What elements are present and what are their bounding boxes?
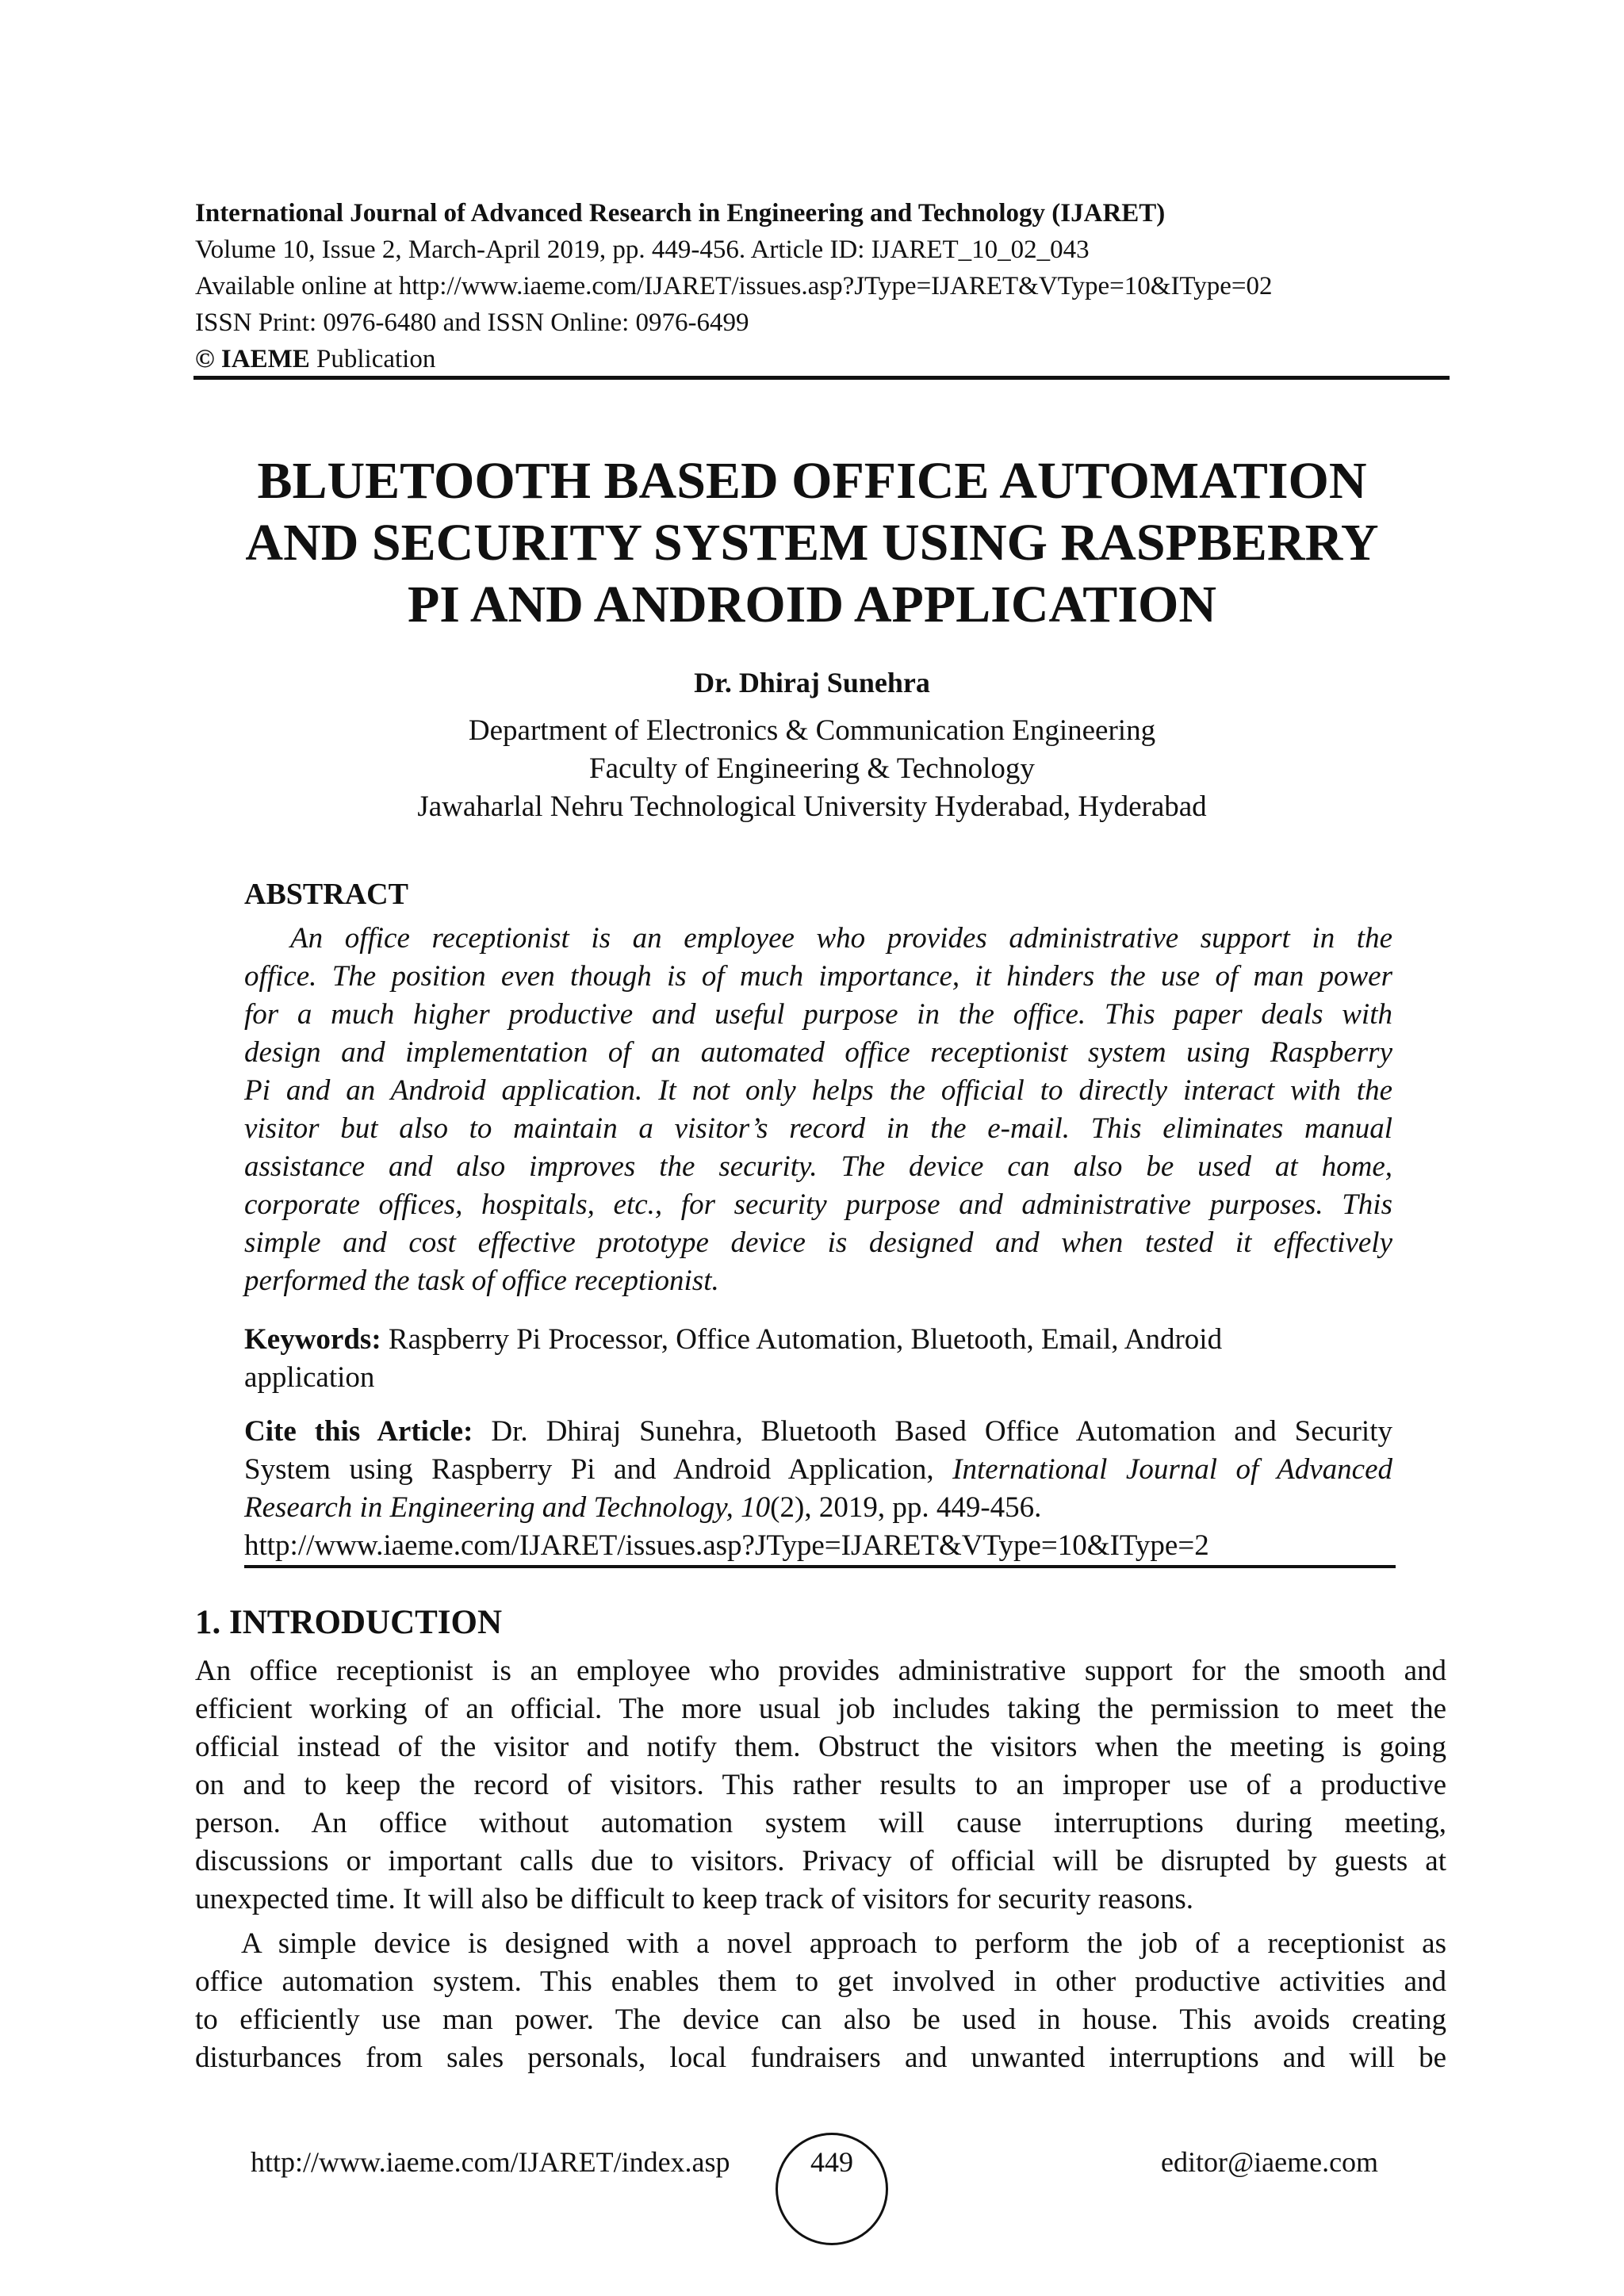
abstract-line: visitor but also to maintain a visitor’s record in the e-mail. This eliminates manual <box>244 1112 1392 1145</box>
intro-line: office automation system. This enables them to get involved in other productive activities and <box>195 1965 1446 1998</box>
footer-url[interactable]: http://www.iaeme.com/IJARET/index.asp <box>251 2146 730 2178</box>
affiliation-line: Department of Electronics & Communication Engineering <box>468 714 1156 747</box>
introduction-body <box>195 1652 1446 2077</box>
cite-text: System using Raspberry Pi and Android Application, <box>244 1453 953 1486</box>
abstract-body <box>244 920 1392 1300</box>
introduction-heading: 1. INTRODUCTION <box>195 1604 503 1641</box>
intro-line: person. An office without automation system will cause interruptions during meeting, <box>195 1807 1446 1839</box>
intro-line: disturbances from sales personals, local fundraisers and unwanted interruptions and will be <box>195 2042 1446 2074</box>
page-footer <box>0 2133 1624 2244</box>
abstract-line: performed the task of office receptionist. <box>244 1265 719 1297</box>
journal-header <box>195 195 1448 377</box>
publisher-suffix: Publication <box>309 345 436 373</box>
affiliation-line: Jawaharlal Nehru Technological University Hyderabad, Hyderabad <box>417 790 1207 823</box>
journal-name: International Journal of Advanced Research in Engineering and Technology (IJARET) <box>195 199 1166 228</box>
abstract-line: simple and cost effective prototype device is designed and when tested it effectively <box>244 1226 1392 1259</box>
cite-journal: Research in Engineering and Technology, 10 <box>244 1491 771 1524</box>
intro-line: efficient working of an official. The more usual job includes taking the permission to meet the <box>195 1693 1446 1725</box>
cite-label: Cite this Article: <box>244 1415 473 1448</box>
abstract-heading: ABSTRACT <box>244 878 408 911</box>
keywords-text-cont: application <box>244 1361 375 1394</box>
title-line: BLUETOOTH BASED OFFICE AUTOMATION <box>257 452 1367 510</box>
cite-this-article <box>244 1413 1392 1565</box>
header-divider <box>193 376 1450 380</box>
keywords-text: Raspberry Pi Processor, Office Automation, Bluetooth, Email, Android <box>381 1323 1223 1356</box>
title-line: AND SECURITY SYSTEM USING RASPBERRY <box>245 514 1379 572</box>
intro-line: An office receptionist is an employee who provides administrative support for the smooth and <box>195 1655 1446 1687</box>
intro-line: discussions or important calls due to visitors. Privacy of official will be disrupted by guests at <box>195 1845 1446 1877</box>
abstract-line: for a much higher productive and useful purpose in the office. This paper deals with <box>244 998 1392 1031</box>
cite-text: Dr. Dhiraj Sunehra, Bluetooth Based Office Automation and Security <box>473 1415 1392 1448</box>
cite-text: (2), 2019, pp. 449-456. <box>770 1491 1042 1524</box>
intro-line: A simple device is designed with a novel approach to perform the job of a receptionist as <box>241 1927 1446 1960</box>
author-name: Dr. Dhiraj Sunehra <box>694 667 930 698</box>
abstract-line: office. The position even though is of much importance, it hinders the use of man power <box>244 960 1392 993</box>
keywords-label: Keywords: <box>244 1323 381 1356</box>
abstract-line: Pi and an Android application. It not only helps the official to directly interact with the <box>244 1074 1392 1107</box>
keywords <box>244 1321 1392 1397</box>
page-number: 449 <box>810 2146 853 2178</box>
intro-line: official instead of the visitor and notify them. Obstruct the visitors when the meeting is going <box>195 1731 1446 1763</box>
publisher <box>195 341 1448 377</box>
author-affiliation <box>0 712 1624 826</box>
publisher-name: © IAEME <box>195 345 310 373</box>
cite-url[interactable]: http://www.iaeme.com/IJARET/issues.asp?JType=IJARET&VType=10&IType=2 <box>244 1529 1209 1562</box>
intro-line: to efficiently use man power. The device can also be used in house. This avoids creating <box>195 2003 1446 2036</box>
volume-info: Volume 10, Issue 2, March-April 2019, pp. 449-456. Article ID: IJARET_10_02_043 <box>195 235 1090 264</box>
issn-info: ISSN Print: 0976-6480 and ISSN Online: 0976-6499 <box>195 308 749 337</box>
abstract-line: corporate offices, hospitals, etc., for security purpose and administrative purposes. This <box>244 1188 1392 1221</box>
intro-line: unexpected time. It will also be difficult to keep track of visitors for security reasons. <box>195 1883 1194 1915</box>
cite-journal: International Journal of Advanced <box>952 1453 1392 1486</box>
intro-line: on and to keep the record of visitors. This rather results to an improper use of a productive <box>195 1769 1446 1801</box>
paper-title <box>143 450 1481 636</box>
affiliation-line: Faculty of Engineering & Technology <box>589 752 1035 785</box>
title-line: PI AND ANDROID APPLICATION <box>407 576 1217 633</box>
abstract-line: design and implementation of an automated office receptionist system using Raspberry <box>244 1036 1392 1069</box>
footer-email[interactable]: editor@iaeme.com <box>1161 2146 1379 2178</box>
abstract-line: An office receptionist is an employee who provides administrative support in the <box>290 922 1392 955</box>
cite-divider <box>244 1565 1396 1568</box>
abstract-line: assistance and also improves the security. The device can also be used at home, <box>244 1150 1392 1183</box>
available-online: Available online at http://www.iaeme.com/IJARET/issues.asp?JType=IJARET&VType=10&IType=02 <box>195 272 1273 300</box>
